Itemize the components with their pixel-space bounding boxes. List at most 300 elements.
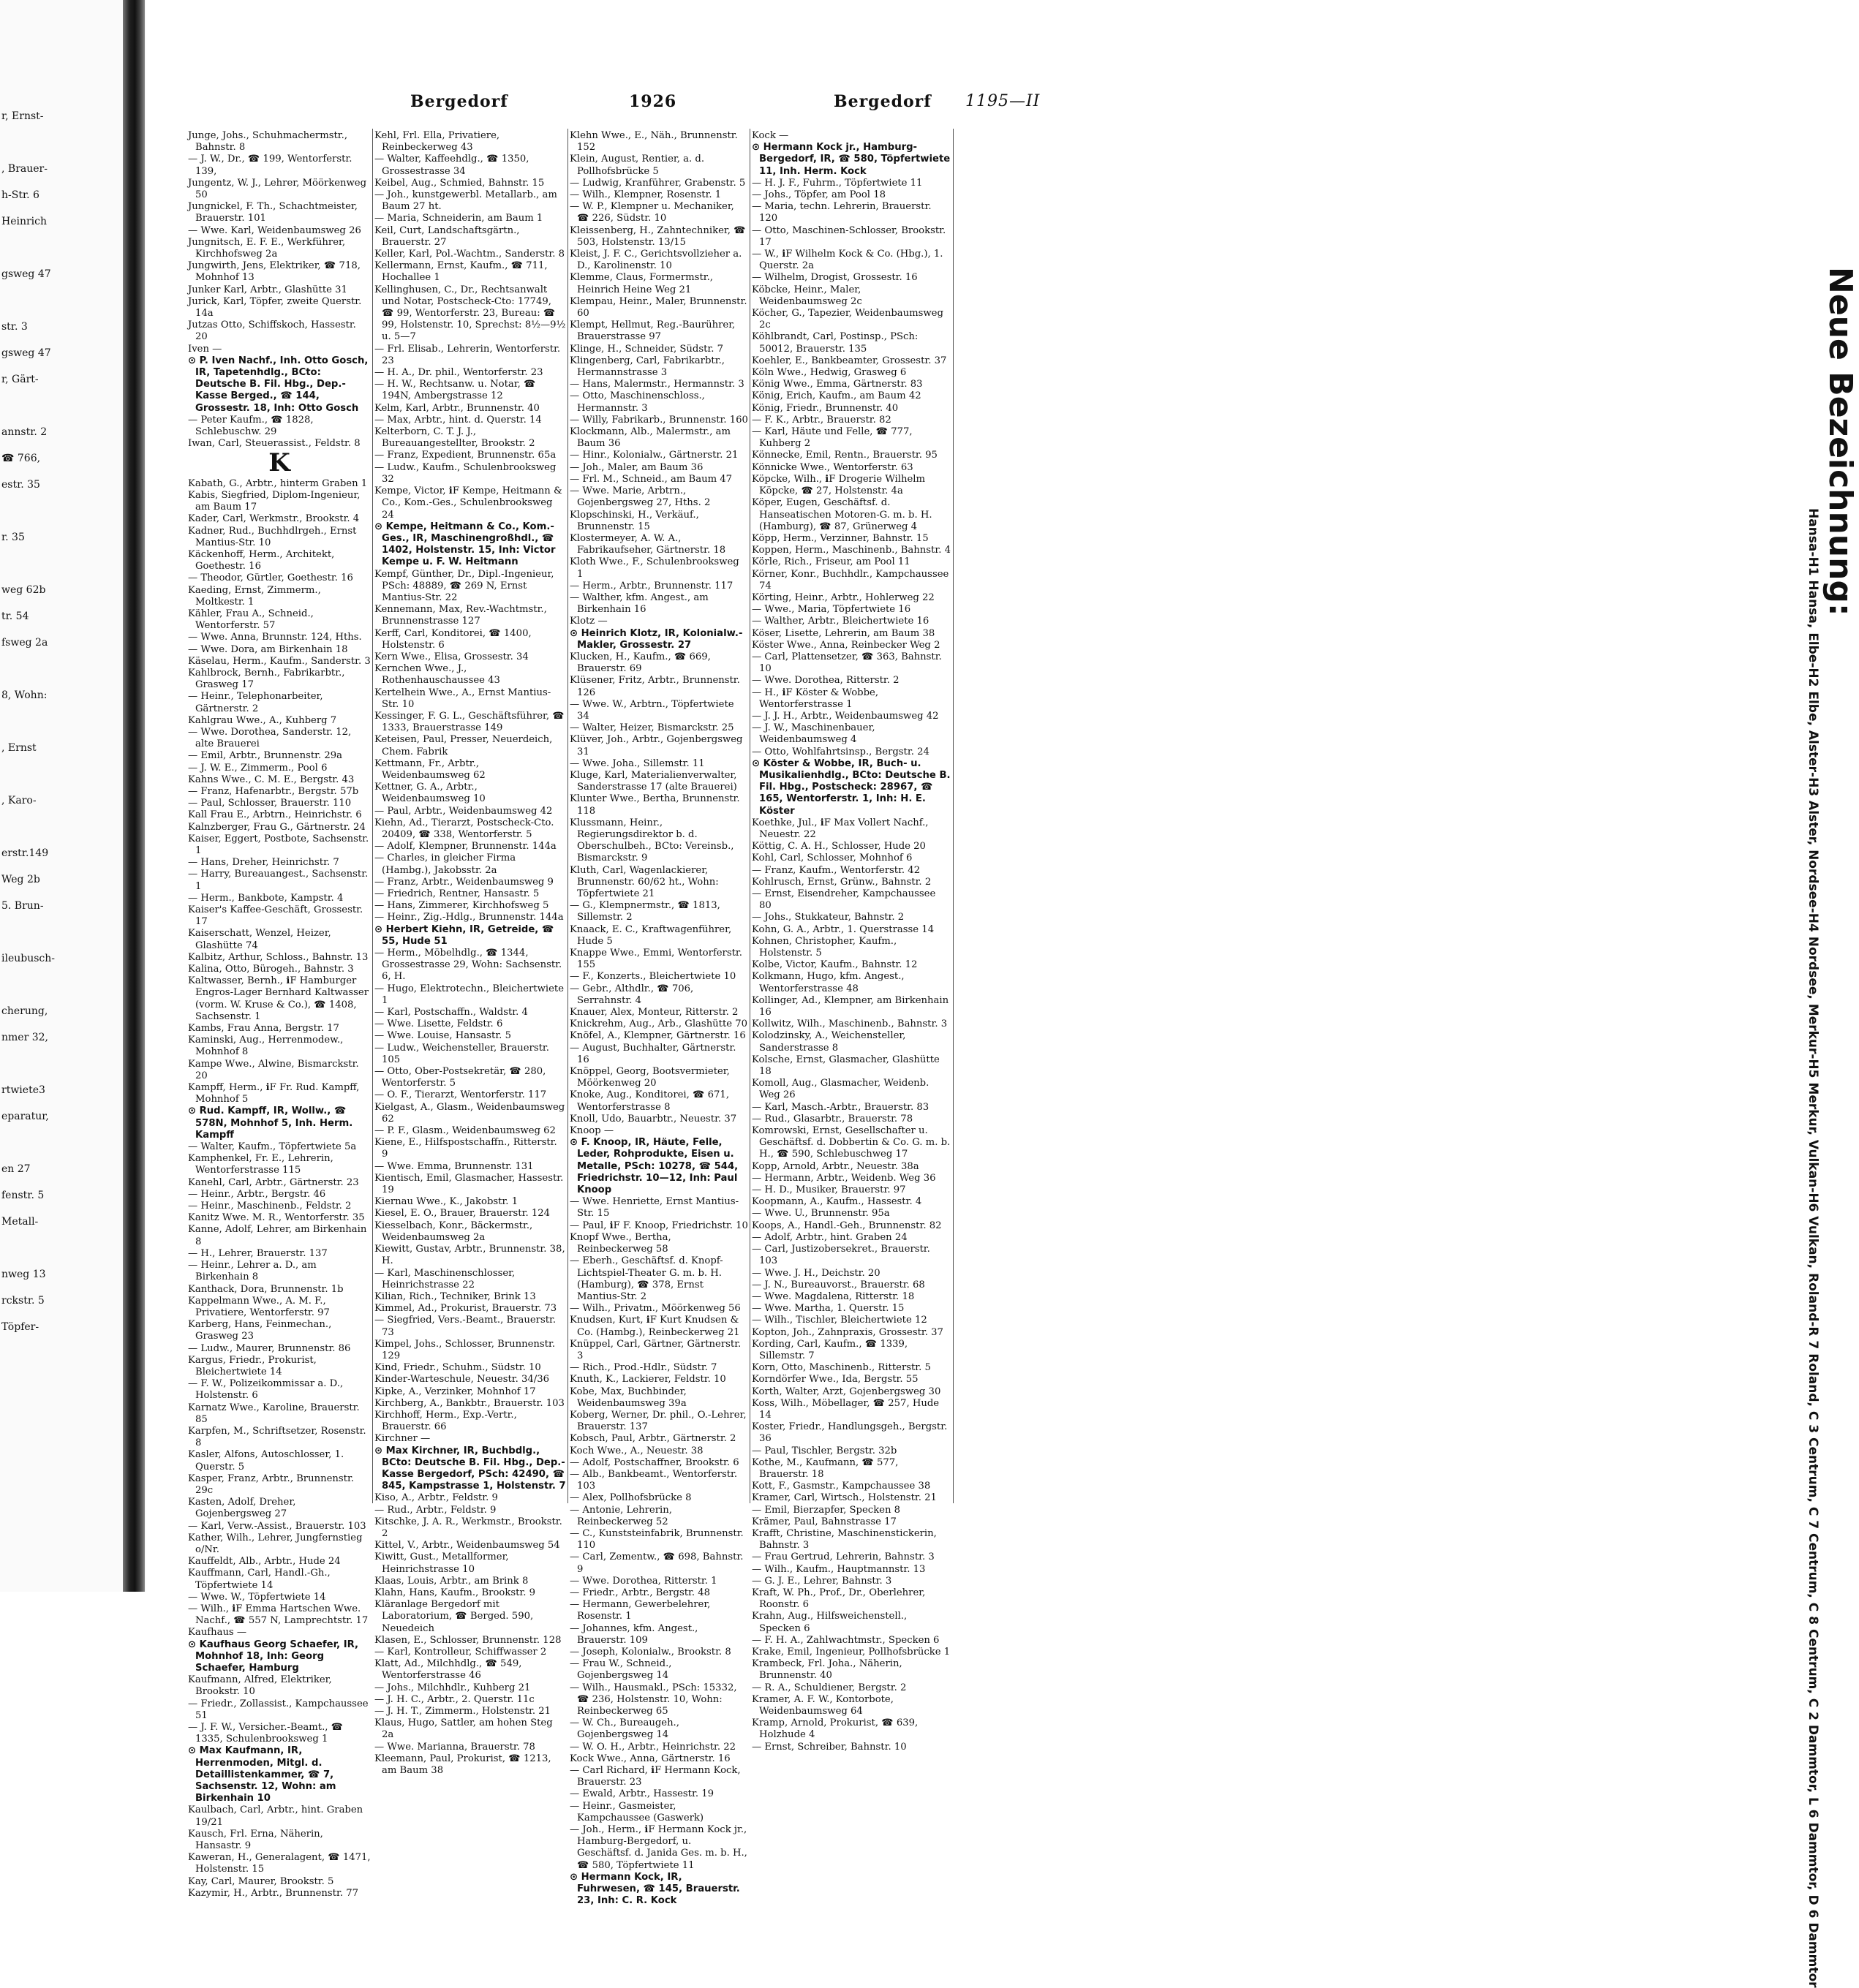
directory-entry: Kaiser's Kaffee-Geschäft, Grossestr. 17 [188,904,363,928]
directory-entry: Kappelmann Wwe., A. M. F., Privatiere, Wentorferstr. 97 [188,1295,330,1318]
previous-page-fragment: r, Gärt- [1,374,39,385]
directory-entry: Krambeck, Frl. Joha., Näherin, Brunnenstr. 40 [752,1658,902,1682]
directory-entry: Klunter Wwe., Bertha, Brunnenstr. 118 [570,793,740,817]
directory-entry: Krämer, Paul, Bahnstrasse 17 [752,1516,897,1527]
directory-entry: Kehl, Frl. Ella, Privatiere, Reinbeckerweg 43 [374,130,500,154]
previous-page-fragment: cherung, [1,1005,48,1017]
directory-entry: — Ludwig, Kranführer, Grabenstr. 5 [570,177,746,189]
directory-entry: Komoll, Aug., Glasmacher, Weidenb. Weg 26 [752,1078,930,1101]
directory-entry: Kaweran, H., Generalagent, ☎ 1471, Holstenstr. 15 [188,1852,371,1875]
directory-entry: Kiene, E., Hilfspostschaffn., Ritterstr. 9 [374,1137,557,1160]
directory-entry: Kobsch, Paul, Arbtr., Gärtnerstr. 2 [570,1433,736,1445]
directory-entry: — Herm., Arbtr., Brunnenstr. 117 [570,580,734,592]
directory-entry-firm: ⊙ Hermann Kock jr., Hamburg-Bergedorf, IR, ☎ 580, Töpfertwiete 11, Inh. Herm. Kock [752,142,951,177]
directory-entry: — Joseph, Kolonialw., Brookstr. 8 [570,1647,731,1658]
directory-entry: — Herm., Bankbote, Kampstr. 4 [188,892,344,904]
directory-entry: — Franz, Arbtr., Weidenbaumsweg 9 [374,876,554,888]
directory-entry: — Hermann, Gewerbelehrer, Rosenstr. 1 [570,1599,711,1622]
directory-entry-firm: ⊙ Max Kaufmann, IR, Herrenmoden, Mitgl. d. Detaillistenkammer, ☎ 7, Sachsenstr. 12, Wohn: am Birkenhain 10 [188,1745,336,1804]
directory-entry: Klüsener, Fritz, Arbtr., Brunnenstr. 126 [570,675,740,698]
directory-entry: Käckenhoff, Herm., Architekt, Goethestr. 16 [188,548,335,572]
directory-entry: — P. F., Glasm., Weidenbaumsweg 62 [374,1125,556,1137]
directory-entry: — Heinr., Telephonarbeiter, Gärtnerstr. 2 [188,691,323,714]
directory-entry: — Friedrich, Rentner, Hansastr. 5 [374,888,540,899]
previous-page-fragment: 5. Brun- [1,900,44,912]
directory-entry: Krafft, Christine, Maschinenstickerin, Bahnstr. 3 [752,1527,937,1552]
directory-entry: — Wilh., Kaufm., Hauptmannstr. 13 [752,1563,926,1575]
directory-entry: Kampe Wwe., Alwine, Bismarckstr. 20 [188,1058,359,1081]
directory-entry: Klaus, Hugo, Sattler, am hohen Steg 2a [374,1717,553,1741]
directory-entry: — Otto, Wohlfahrtsinsp., Bergstr. 24 [752,746,930,757]
directory-entry: — Otto, Maschinen-Schlosser, Brookstr. 17 [752,224,946,248]
directory-entry: Kraft, W. Ph., Prof., Dr., Oberlehrer, Roonstr. 6 [752,1587,926,1611]
directory-entry: Könnecke, Emil, Rentn., Brauerstr. 95 [752,450,938,461]
directory-entry: Knaack, E. C., Kraftwagenführer, Hude 5 [570,923,732,947]
directory-entry: Keil, Curt, Landschaftsgärtn., Brauerstr. 27 [374,224,520,248]
page-header [150,92,1170,117]
directory-entry: Kadner, Rud., Buchhdlrgeh., Ernst Mantius-Str. 10 [188,525,357,548]
directory-entry: — O. F., Tierarzt, Wentorferstr. 117 [374,1089,547,1101]
directory-entry: Köttig, C. A. H., Schlosser, Hude 20 [752,841,926,853]
directory-entry: — Peter Kaufm., ☎ 1828, Schlebuschw. 29 [188,414,314,438]
directory-entry: — Otto, Ober-Postsekretär, ☎ 280, Wentorferstr. 5 [374,1066,546,1089]
directory-entry: Kaiser, Eggert, Postbote, Sachsenstr. 1 [188,833,369,856]
directory-entry: Kläranlage Bergedorf mit Laboratorium, ☎ Berged. 590, Neuedeich [374,1599,534,1634]
directory-entry: — Wwe. Dora, am Birkenhain 18 [188,643,348,655]
directory-entry: Korn, Otto, Maschinenb., Ritterstr. 5 [752,1362,931,1374]
directory-entry: — Franz, Hafenarbtr., Bergstr. 57b [188,785,359,797]
directory-entry: — G. J. E., Lehrer, Bahnstr. 3 [752,1575,892,1587]
previous-page-fragment: nweg 13 [1,1269,46,1280]
header-place-left: Bergedorf [410,92,508,111]
directory-entry: — Friedr., Arbtr., Bergstr. 48 [570,1587,711,1598]
directory-entry: König, Erich, Kaufm., am Baum 42 [752,390,921,402]
directory-entry: — Alex, Pollhofsbrücke 8 [570,1492,692,1504]
directory-entry: Kirchner — [374,1433,431,1445]
directory-entry: Kluge, Karl, Materialienverwalter, Sanderstrasse 17 (alte Brauerei) [570,769,737,793]
directory-entry: — Otto, Maschinenschloss., Hermannstr. 3 [570,390,705,414]
directory-entry: Kader, Carl, Werkmstr., Brookstr. 4 [188,513,360,525]
directory-entry: Knuth, K., Lackierer, Feldstr. 10 [570,1374,726,1386]
directory-entry: Jungentz, W. J., Lehrer, Möörkenweg 50 [188,177,367,201]
directory-entry: — Gebr., Althdlr., ☎ 706, Serrahnstr. 4 [570,983,694,1006]
directory-entry: Krake, Emil, Ingenieur, Pollhofsbrücke 1 [752,1647,951,1658]
directory-entry: Kanne, Adolf, Lehrer, am Birkenhain 8 [188,1224,367,1247]
directory-entry: — Franz, Kaufm., Wentorferstr. 42 [752,864,921,876]
directory-entry: Kiewitt, Gustav, Arbtr., Brunnenstr. 38, H. [374,1244,565,1267]
directory-entry: — Rich., Prod.-Hdlr., Südstr. 7 [570,1362,717,1374]
directory-entry: Kimpel, Johs., Schlosser, Brunnenstr. 129 [374,1338,556,1361]
directory-entry-firm: ⊙ Kaufhaus Georg Schaefer, IR, Mohnhof 18, Inh: Georg Schaefer, Hamburg [188,1639,359,1674]
directory-entry: Körner, Konr., Buchhdlr., Kampchaussee 74 [752,568,949,592]
directory-entry: — C., Kunststeinfabrik, Brunnenstr. 110 [570,1527,744,1552]
directory-entry: Keteisen, Paul, Presser, Neuerdeich, Chem. Fabrik [374,734,553,757]
directory-entry: Jurick, Karl, Töpfer, zweite Querstr. 14a [188,295,362,320]
directory-entry: Knoop — [570,1125,614,1137]
directory-entry: Klinge, H., Schneider, Südstr. 7 [570,343,724,355]
directory-entry: — Heinr., Lehrer a. D., am Birkenhain 8 [188,1260,317,1283]
directory-entry: Könnicke Wwe., Wentorferstr. 63 [752,461,913,473]
directory-entry: Kloth Wwe., F., Schulenbrooksweg 1 [570,556,739,580]
directory-entry: Kleissenberg, H., Zahntechniker, ☎ 503, Holstenstr. 13/15 [570,224,746,248]
directory-entry: — Joh., kunstgewerbl. Metallarb., am Baum 27 ht. [374,189,557,213]
directory-entry: Klussmann, Heinr., Regierungsdirektor b. d. Oberschulbeh., BCto: Vereinsb., Bismarckstr. 9 [570,817,734,864]
directory-entry: — Friedr., Zollassist., Kampchaussee 51 [188,1698,369,1721]
directory-entry: — Ludw., Maurer, Brunnenstr. 86 [188,1342,351,1354]
directory-entry: Klüver, Joh., Arbtr., Gojenbergsweg 31 [570,734,743,757]
directory-entry: Kiesselbach, Konr., Bäckermstr., Weidenbaumsweg 2a [374,1220,533,1243]
directory-entry: — W. Ch., Bureaugeh., Gojenbergsweg 14 [570,1717,679,1741]
previous-page-fragment: eparatur, [1,1111,49,1122]
directory-entry: Kather, Wilh., Lehrer, Jungfernstieg o/Nr. [188,1532,363,1555]
directory-entry: Iwan, Carl, Steuerassist., Feldstr. 8 [188,438,361,450]
directory-entry: — W. P., Klempner u. Mechaniker, ☎ 226, Südstr. 10 [570,201,734,224]
directory-entry: Kielgast, A., Glasm., Weidenbaumsweg 62 [374,1101,565,1125]
directory-entry: Klemme, Claus, Formermstr., Heinrich Heine Weg 21 [570,272,713,295]
previous-page-fragment: , Karo- [1,795,37,806]
directory-entry: Kähler, Frau A., Schneid., Wentorferstr. 57 [188,608,314,632]
directory-entry: Kaufmann, Alfred, Elektriker, Brookstr. 10 [188,1674,332,1698]
side-banner [962,132,1859,1988]
directory-entry: Köster Wwe., Anna, Reinbecker Weg 2 [752,639,940,651]
directory-entry: Kolkmann, Hugo, kfm. Angest., Wentorferstrasse 48 [752,971,905,994]
directory-entry: — Wwe. Magdalena, Ritterstr. 18 [752,1290,915,1302]
directory-entry: — Karl, Häute und Felle, ☎ 777, Kuhberg 2 [752,426,913,450]
directory-entry: — Carl, Justizobersekret., Brauerstr. 103 [752,1244,930,1267]
directory-entry: Kolbe, Victor, Kaufm., Bahnstr. 12 [752,959,918,971]
directory-entry: — F., Konzerts., Bleichertwiete 10 [570,971,736,983]
directory-entry: — Heinr., Gasmeister, Kampchaussee (Gaswerk) [570,1800,704,1823]
directory-entry: — Wwe. Lisette, Feldstr. 6 [374,1018,503,1030]
directory-entry: Kelterborn, C. T. J. J., Bureauangestellter, Brookstr. 2 [374,426,535,450]
previous-page-fragment: Weg 2b [1,874,40,885]
directory-entry: Kirchhoff, Herm., Exp.-Vertr., Brauerstr. 66 [374,1409,517,1433]
directory-entry: — J. J. H., Arbtr., Weidenbaumsweg 42 [752,710,939,722]
directory-entry: Knappe Wwe., Emmi, Wentorferstr. 155 [570,948,742,971]
directory-entry: — Hans, Dreher, Heinrichstr. 7 [188,857,339,869]
directory-entry: Kellermann, Ernst, Kaufm., ☎ 711, Hochallee 1 [374,260,548,284]
directory-entry: — Antonie, Lehrerin, Reinbeckerweg 52 [570,1504,672,1527]
directory-entry: Kollinger, Ad., Klempner, am Birkenhain 16 [752,994,949,1018]
directory-entry: — Karl, Kontrolleur, Schiffwasser 2 [374,1647,547,1658]
directory-entry: — J. W. E., Zimmerm., Pool 6 [188,762,328,774]
directory-entry: Korth, Walter, Arzt, Gojenbergsweg 30 [752,1386,941,1397]
directory-entry-firm: ⊙ Köster & Wobbe, IR, Buch- u. Musikalienhdlg., BCto: Deutsche B. Fil. Hbg., Postscheck: 28967, ☎ 165, Wentorferstr. 1, Inh: H. E. Köster [752,757,951,817]
directory-entry: — Wilh., Klempner, Rosenstr. 1 [570,189,722,201]
previous-page-fragment: ☎ 766, [1,453,41,464]
directory-entry: Kitschke, J. A. R., Werkmstr., Brookstr. 2 [374,1516,562,1539]
directory-entry: — H., ℹF Köster & Wobbe, Wentorferstrasse 1 [752,687,879,710]
directory-entry: Klucken, H., Kaufm., ☎ 669, Brauerstr. 69 [570,651,711,675]
previous-page-fragment: r. 35 [1,532,25,543]
directory-entry: — Heinr., Maschinenb., Feldstr. 2 [188,1201,352,1212]
directory-entry: — J. H. T., Zimmerm., Holstenstr. 21 [374,1706,551,1717]
directory-entry: — Ludw., Weichensteller, Brauerstr. 105 [374,1042,549,1065]
directory-entry: Kobe, Max, Buchbinder, Weidenbaumsweg 39a [570,1386,687,1409]
directory-entry: — Hermann, Arbtr., Weidenb. Weg 36 [752,1172,936,1184]
directory-entry: — Johannes, kfm. Angest., Brauerstr. 109 [570,1622,698,1646]
directory-entry: Klingenberg, Carl, Fabrikarbtr., Hermannstrasse 3 [570,355,725,379]
directory-column-4 [752,130,951,1753]
previous-page-fragment: r, Ernst- [1,110,44,122]
directory-entry: — Frl. M., Schneid., am Baum 47 [570,473,733,485]
directory-entry: — Rud., Glasarbtr., Brauerstr. 78 [752,1113,913,1125]
directory-entry: — Wwe. Dorothea, Sanderstr. 12, alte Brauerei [188,726,352,750]
directory-entry: Koethke, Jul., ℹF Max Vollert Nachf., Neuestr. 22 [752,817,929,840]
directory-entry: Kaminski, Aug., Herrenmodew., Mohnhof 8 [188,1035,344,1058]
header-year: 1926 [629,92,677,111]
previous-page-fragment: weg 62b [1,584,46,596]
directory-entry: — Johs., Milchhdlr., Kuhberg 21 [374,1682,531,1693]
directory-entry: Klahn, Hans, Kaufm., Brookstr. 9 [374,1587,536,1598]
directory-entry: Kramer, Carl, Wirtsch., Holstenstr. 21 [752,1492,937,1504]
directory-entry: — Carl, Plattensetzer, ☎ 363, Bahnstr. 10 [752,651,942,675]
column-rule [953,129,954,1503]
directory-entry: — H. W., Rechtsanw. u. Notar, ☎ 194N, Ambergstrasse 12 [374,379,536,402]
directory-entry: — Walther, kfm. Angest., am Birkenhain 16 [570,592,709,616]
directory-entry: — Karl, Postschaffn., Waldstr. 4 [374,1007,528,1018]
directory-entry: — Adolf, Klempner, Brunnenstr. 144a [374,841,557,853]
directory-entry: — Hugo, Elektrotechn., Bleichertwiete 1 [374,983,565,1006]
directory-entry: Kalnzberger, Frau G., Gärtnerstr. 24 [188,821,366,833]
directory-entry: Kertelhein Wwe., A., Ernst Mantius-Str. 10 [374,687,551,710]
directory-entry: Kern Wwe., Elisa, Grossestr. 34 [374,651,529,662]
directory-entry: Koberg, Werner, Dr. phil., O.-Lehrer, Brauerstr. 137 [570,1409,747,1433]
book-binding [123,0,145,1592]
directory-entry: Kambs, Frau Anna, Bergstr. 17 [188,1023,339,1035]
directory-entry: Jungwirth, Jens, Elektriker, ☎ 718, Mohnhof 13 [188,260,361,284]
directory-entry: Kazymir, H., Arbtr., Brunnenstr. 77 [188,1887,359,1899]
directory-entry: Kramp, Arnold, Prokurist, ☎ 639, Holzhude 4 [752,1717,919,1741]
directory-entry: König Wwe., Emma, Gärtnerstr. 83 [752,379,923,390]
directory-entry: — Heinr., Arbtr., Bergstr. 46 [188,1188,326,1200]
directory-entry: Kanehl, Carl, Arbtr., Gärtnerstr. 23 [188,1176,359,1188]
directory-entry-firm: ⊙ Herbert Kiehn, IR, Getreide, ☎ 55, Hude 51 [374,923,554,947]
previous-page-fragment: 8, Wohn: [1,689,48,701]
directory-entry: — Emil, Arbtr., Brunnenstr. 29a [188,750,343,762]
directory-entry: — Wilh., Hausmakl., PSch: 15332, ☎ 236, Holstenstr. 10, Wohn: Reinbeckerweg 65 [570,1682,737,1717]
directory-entry: Kleemann, Paul, Prokurist, ☎ 1213, am Baum 38 [374,1753,551,1777]
directory-entry: — F. W., Polizeikommissar a. D., Holstenstr. 6 [188,1378,344,1402]
directory-entry: — Wilh., ℹF Emma Hartschen Wwe. Nachf., ☎ 557 N, Lamprechtstr. 17 [188,1603,369,1627]
directory-entry-firm: ⊙ Heinrich Klotz, IR, Kolonialw.-Makler, Grossestr. 27 [570,627,743,651]
directory-entry: — Ewald, Arbtr., Hassestr. 19 [570,1788,714,1800]
directory-entry: Klotz — [570,616,608,627]
directory-entry: Kabis, Siegfried, Diplom-Ingenieur, am Baum 17 [188,489,361,513]
directory-entry: — Wwe. Martha, 1. Querstr. 15 [752,1303,905,1315]
directory-entry: Kimmel, Ad., Prokurist, Brauerstr. 73 [374,1303,557,1315]
directory-entry: — Emil, Bierzapfer, Specken 8 [752,1504,901,1516]
directory-entry: Kessinger, F. G. L., Geschäftsführer, ☎ 1333, Brauerstrasse 149 [374,710,565,734]
directory-entry: — Carl Richard, ℹF Hermann Kock, Brauerstr. 23 [570,1765,741,1788]
directory-entry: — Joh., Herm., ℹF Hermann Kock jr., Hamburg-Bergedorf, u. Geschäftsf. d. Janida Ges. m. b. H., ☎ 580, Töpfertwiete 11 [570,1824,747,1871]
directory-entry: Köpp, Herm., Verzinner, Bahnstr. 15 [752,532,929,544]
previous-page-fragment: Heinrich [1,216,48,227]
previous-page-fragment: en 27 [1,1163,31,1175]
directory-entry: Kellinghusen, C., Dr., Rechtsanwalt und Notar, Postscheck-Cto: 17749, ☎ 99, Wentorferstr. 23, Bureau: ☎ 99, Holstenstr. 10, Sprechst: 8½—9½ u. 5—7 [374,284,566,343]
directory-entry: Kempf, Günther, Dr., Dipl.-Ingenieur, PSch: 48889, ☎ 269 N, Ernst Mantius-Str. 22 [374,568,554,603]
directory-entry: Körle, Rich., Friseur, am Pool 11 [752,556,910,568]
directory-entry-firm: ⊙ Rud. Kampff, IR, Wollw., ☎ 578N, Mohnhof 5, Inh. Herm. Kampff [188,1106,353,1141]
directory-entry: — Rud., Arbtr., Feldstr. 9 [374,1504,497,1516]
directory-entry: — Herm., Möbelhdlg., ☎ 1344, Grossestrasse 29, Wohn: Sachsenstr. 6, H. [374,948,562,983]
directory-entry: Kahlbrock, Bernh., Fabrikarbtr., Grasweg 17 [188,667,345,691]
directory-entry: Kalbitz, Arthur, Schloss., Bahnstr. 13 [188,951,369,963]
directory-entry: — Wwe. Emma, Brunnenstr. 131 [374,1160,534,1172]
directory-entry: Kolsche, Ernst, Glasmacher, Glashütte 18 [752,1054,940,1078]
directory-entry: — Wwe. Anna, Brunnstr. 124, Hths. [188,632,362,643]
directory-entry: — Carl, Zementw., ☎ 698, Bahnstr. 9 [570,1552,744,1575]
directory-entry: Kipke, A., Verzinker, Mohnhof 17 [374,1386,536,1397]
directory-entry: Knoll, Udo, Bauarbtr., Neuestr. 37 [570,1113,737,1125]
directory-entry: Kohlrusch, Ernst, Grünw., Bahnstr. 2 [752,876,932,888]
directory-entry: Kohl, Carl, Schlosser, Mohnhof 6 [752,853,913,864]
directory-entry: — Paul, ℹF F. Knoop, Friedrichstr. 10 [570,1220,748,1231]
directory-entry: — R. A., Schuldiener, Bergstr. 2 [752,1682,907,1693]
directory-entry: Krahn, Aug., Hilfsweichenstell., Specken 6 [752,1611,908,1634]
directory-entry: Klockmann, Alb., Malermstr., am Baum 36 [570,426,731,450]
directory-entry: Klostermeyer, A. W. A., Fabrikaufseher, Gärtnerstr. 18 [570,532,726,556]
previous-page-fragment: fsweg 2a [1,637,48,649]
directory-entry: Kaiserschatt, Wenzel, Heizer, Glashütte 74 [188,928,331,951]
directory-entry: Knüppel, Carl, Gärtner, Gärtnerstr. 3 [570,1338,742,1361]
directory-column-3 [570,130,748,1907]
directory-entry: — Wwe. Marianna, Brauerstr. 78 [374,1741,535,1753]
directory-entry: Koopmann, A., Kaufm., Hassestr. 4 [752,1196,922,1208]
directory-entry: Kauffeldt, Alb., Arbtr., Hude 24 [188,1556,341,1568]
previous-page-fragment: rtwiete3 [1,1084,45,1096]
directory-entry: Kettner, G. A., Arbtr., Weidenbaumsweg 10 [374,782,486,805]
directory-entry: — Frau W., Schneid., Gojenbergsweg 14 [570,1658,672,1682]
directory-entry: — Eberh., Geschäftsf. d. Knopf-Lichtspiel-Theater G. m. b. H. (Hamburg), ☎ 378, Ernst Mantius-Str. 2 [570,1255,723,1302]
header-place-right: Bergedorf [834,92,932,111]
directory-entry: Kelm, Karl, Arbtr., Brunnenstr. 40 [374,402,540,414]
directory-entry: Köser, Lisette, Lehrerin, am Baum 38 [752,627,935,639]
previous-page-fragment: str. 3 [1,321,28,333]
directory-entry: — Paul, Tischler, Bergstr. 32b [752,1445,897,1456]
directory-entry: — H. D., Musiker, Brauerstr. 97 [752,1184,906,1196]
directory-entry: Korndörfer Wwe., Ida, Bergstr. 55 [752,1374,919,1386]
directory-entry: — Wilhelm, Drogist, Grossestr. 16 [752,272,918,284]
directory-entry: — Willy, Fabrikarb., Brunnenstr. 160 [570,414,748,426]
directory-entry: — H., Lehrer, Brauerstr. 137 [188,1247,328,1259]
directory-entry: König, Friedr., Brunnenstr. 40 [752,402,899,414]
directory-entry: Kay, Carl, Maurer, Brookstr. 5 [188,1875,334,1887]
directory-entry: — W. O. H., Arbtr., Heinrichstr. 22 [570,1741,736,1753]
directory-entry: — Wwe. W., Arbtrn., Töpfertwiete 34 [570,698,734,722]
directory-entry: Kopp, Arnold, Arbtr., Neuestr. 38a [752,1160,919,1172]
directory-entry: Keibel, Aug., Schmied, Bahnstr. 15 [374,177,545,189]
directory-entry: — J. W., Maschinenbauer, Weidenbaumsweg 4 [752,722,875,746]
directory-entry: — Wwe. Henriette, Ernst Mantius-Str. 15 [570,1196,739,1220]
directory-entry: — Karl, Masch.-Arbtr., Brauerstr. 83 [752,1101,930,1113]
directory-entry: Kahns Wwe., C. M. E., Bergstr. 43 [188,774,355,785]
directory-entry: Karberg, Hans, Feinmechan., Grasweg 23 [188,1319,332,1342]
directory-entry: Köper, Eugen, Geschäftsf. d. Hanseatischen Motoren-G. m. b. H. (Hamburg), ☎ 87, Grünerweg 4 [752,497,932,532]
directory-entry: — August, Buchhalter, Gärtnerstr. 16 [570,1042,736,1065]
directory-entry: — Wwe. Dorothea, Ritterstr. 1 [570,1575,717,1587]
previous-page-fragment: erstr.149 [1,847,49,859]
directory-entry: — Alb., Bankbeamt., Wentorferstr. 103 [570,1468,738,1492]
directory-entry: — Paul, Schlosser, Brauerstr. 110 [188,798,352,809]
directory-entry-firm: ⊙ Max Kirchner, IR, Buchbdlg., BCto: Deutsche B. Fil. Hbg., Dep.-Kasse Bergedorf, PSch: 42490, ☎ 845, Kampstrasse 1, Holstenstr. 7 [374,1445,566,1492]
directory-entry: — Karl, Maschinenschlosser, Heinrichstrasse 22 [374,1267,516,1290]
directory-entry: — Frl. Elisab., Lehrerin, Wentorferstr. 23 [374,343,561,366]
directory-entry: Kohnen, Christopher, Kaufm., Holstenstr. 5 [752,935,897,959]
previous-page-fragment: rckstr. 5 [1,1295,45,1307]
directory-entry: Kollwitz, Wilh., Maschinenb., Bahnstr. 3 [752,1018,948,1030]
directory-entry: Koch Wwe., A., Neuestr. 38 [570,1445,704,1456]
directory-entry: Jungnickel, F. Th., Schachtmeister, Brauerstr. 101 [188,201,358,224]
directory-entry: Kopton, Joh., Zahnpraxis, Grossestr. 37 [752,1326,943,1338]
directory-entry: Kampff, Herm., ℹF Fr. Rud. Kampff, Mohnhof 5 [188,1082,360,1106]
directory-entry: — Wwe. Marie, Arbtrn., Gojenbergsweg 27, Hths. 2 [570,485,711,509]
directory-entry: — Charles, in gleicher Firma (Hambg.), Jakobsstr. 2a [374,853,516,876]
previous-page-fragment: fenstr. 5 [1,1190,45,1201]
previous-page-fragment: annstr. 2 [1,426,48,438]
directory-entry: Kiso, A., Arbtr., Feldstr. 9 [374,1492,498,1504]
directory-entry: Kabath, G., Arbtr., hinterm Graben 1 [188,477,368,489]
directory-entry: — G., Klempnermstr., ☎ 1813, Sillemstr. 2 [570,900,720,923]
directory-entry: Koops, A., Handl.-Geh., Brunnenstr. 82 [752,1220,942,1231]
directory-entry: Köcher, G., Tapezier, Weidenbaumsweg 2c [752,308,943,331]
directory-entry: — Wwe., Maria, Töpfertwiete 16 [752,604,911,616]
directory-entry: Kaulbach, Carl, Arbtr., hint. Graben 19/21 [188,1804,363,1828]
directory-entry: Knauer, Alex, Monteur, Ritterstr. 2 [570,1007,739,1018]
directory-entry: — Franz, Expedient, Brunnenstr. 65a [374,450,557,461]
directory-entry: Kinder-Warteschule, Neuestr. 34/36 [374,1374,550,1386]
previous-page-fragment: Töpfer- [1,1321,39,1333]
directory-entry: — Walter, Kaffeehdlg., ☎ 1350, Grossestrasse 34 [374,154,529,177]
directory-entry: Klasen, E., Schlosser, Brunnenstr. 128 [374,1634,562,1646]
directory-entry: — Frau Gertrud, Lehrerin, Bahnstr. 3 [752,1552,935,1563]
directory-entry: Kalina, Otto, Bürogeh., Bahnstr. 3 [188,964,354,975]
directory-entry: Körting, Heinr., Arbtr., Hohlerweg 22 [752,592,935,603]
directory-entry: — Johs., Töpfer, am Pool 18 [752,189,886,201]
directory-entry: — H. A., Dr. phil., Wentorferstr. 23 [374,367,543,379]
directory-entry: — Wwe. Joha., Sillemstr. 11 [570,757,705,769]
directory-entry: Kasten, Adolf, Dreher, Gojenbergsweg 27 [188,1497,296,1520]
directory-entry: Junker Karl, Arbtr., Glashütte 31 [188,284,347,295]
directory-entry: Kall Frau E., Arbtrn., Heinrichstr. 6 [188,809,362,821]
directory-entry: Kasler, Alfons, Autoschlosser, 1. Querstr. 5 [188,1449,344,1473]
directory-entry: — Wwe. W., Töpfertwiete 14 [188,1591,326,1603]
previous-page-fragment: gsweg 47 [1,347,51,359]
directory-entry-firm: ⊙ P. Iven Nachf., Inh. Otto Gosch, IR, Tapetenhdlg., BCto: Deutsche B. Fil. Hbg., Dep.-Kasse Berged., ☎ 144, Grossestr. 18, Inh: Otto Gosch [188,355,369,414]
directory-entry: — Ernst, Schreiber, Bahnstr. 10 [752,1741,907,1753]
directory-entry: Kock Wwe., Anna, Gärtnerstr. 16 [570,1753,731,1764]
directory-entry: Koppen, Herm., Maschinenb., Bahnstr. 4 [752,545,951,556]
directory-entry: — Maria, Schneiderin, am Baum 1 [374,213,543,224]
directory-entry: Kanitz Wwe. M. R., Wentorferstr. 35 [188,1212,365,1224]
directory-entry: Kaltwasser, Bernh., ℹF Hamburger Engros-Lager Bernhard Kaltwasser (vorm. W. Kruse & Co.), ☎ 1408, Sachsenstr. 1 [188,975,369,1022]
column-rule [372,129,373,1503]
directory-entry: — Walter, Heizer, Bismarckstr. 25 [570,722,734,734]
directory-entry: Kock — [752,130,789,141]
directory-entry: — Hinr., Kolonialw., Gärtnerstr. 21 [570,450,739,461]
directory-entry: Iven — [188,343,222,355]
directory-entry: — Siegfried, Vers.-Beamt., Brauerstr. 73 [374,1315,557,1338]
directory-entry: Klatt, Ad., Milchhdlg., ☎ 549, Wentorferstrasse 46 [374,1658,522,1682]
directory-entry: Klempau, Heinr., Maler, Brunnenstr. 60 [570,295,747,320]
directory-entry: — Wwe. J. H., Deichstr. 20 [752,1267,881,1279]
directory-entry: Kettmann, Fr., Arbtr., Weidenbaumsweg 62 [374,757,486,781]
directory-entry: Kiesel, E. O., Brauer, Brauerstr. 124 [374,1208,550,1220]
directory-entry: Kientisch, Emil, Glasmacher, Hassestr. 19 [374,1172,564,1196]
directory-entry: Kind, Friedr., Schuhm., Südstr. 10 [374,1362,541,1374]
directory-entry: Kiwitt, Gust., Metallformer, Heinrichstrasse 10 [374,1552,509,1575]
directory-entry: — J. F. W., Versicher.-Beamt., ☎ 1335, Schulenbrooksweg 1 [188,1722,344,1745]
